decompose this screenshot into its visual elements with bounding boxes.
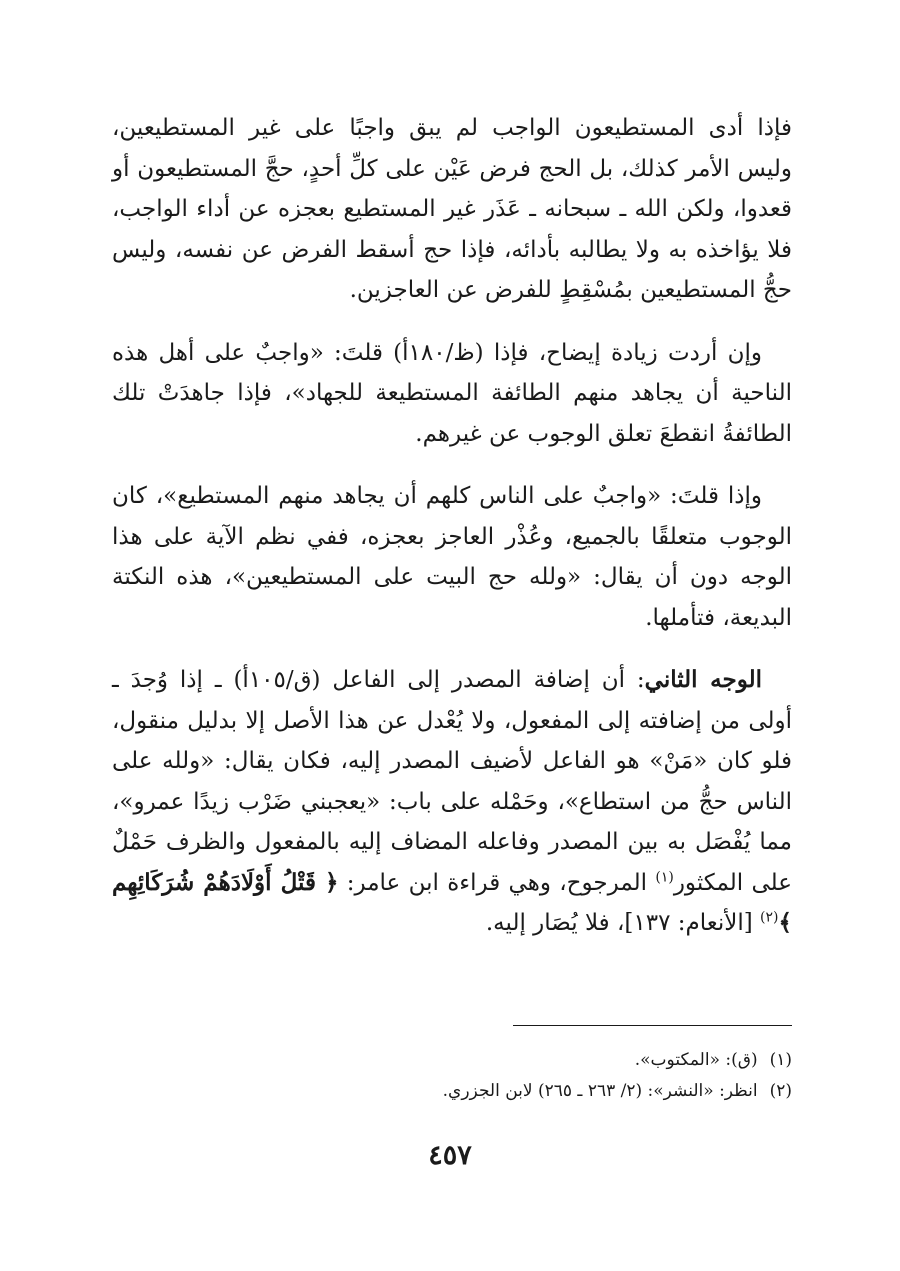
- page-number: ٤٥٧: [428, 1140, 472, 1171]
- footnote-text: انظر: «النشر»: (٢/ ٢٦٣ ـ ٢٦٥) لابن الجزري.: [442, 1081, 758, 1101]
- paragraph-4-part-2: المرجوح، وهي قراءة ابن عامر:: [338, 869, 656, 896]
- footnotes: [112, 1045, 792, 1107]
- footnote-text: (ق): «المكتوب».: [634, 1050, 758, 1070]
- paragraph-4-part-3: [الأنعام: ١٣٧]، فلا يُصَار إليه.: [485, 910, 761, 936]
- paragraph-4-part-1: : أن إضافة المصدر إلى الفاعل (ق/١٠٥أ) ـ إذا وُجدَ ـ أولى من إضافته إلى المفعول، ولا يُعْدل عن هذا الأصل إلا بدليل منقول، فلو كان «مَنْ» هو الفاعل لأضيف المصدر إليه، فكان يقال: «ولله على الناس حجُّ من استطاع»، وحَمْله على باب: «يعجبني ضَرْب زيدًا عمرو»، مما يُفْصَل به بين المصدر وفاعله المضاف إليه بالمفعول والظرف حَمْلٌ على المكثور: [112, 667, 792, 896]
- paragraph-1: فإذا أدى المستطيعون الواجب لم يبق واجبًا على غير المستطيعين، وليس الأمر كذلك، بل الحج فرض عَيْن على كلِّ أحدٍ، حجَّ المستطيعون أو قعدوا، ولكن الله ـ سبحانه ـ عَذَر غير المستطيع بعجزه عن أداء الواجب، فلا يؤاخذه به ولا يطالبه بأدائه، فإذا حج أسقط الفرض عن نفسه، وليس حجُّ المستطيعين بمُسْقِطٍ للفرض عن العاجزين.: [112, 115, 792, 303]
- footnote-number: (٢): [769, 1081, 792, 1101]
- footnote-number: (١): [769, 1050, 792, 1070]
- footnote-2: [112, 1076, 792, 1107]
- footnote-1: [112, 1045, 792, 1076]
- quran-verse: ﴿ قَتْلُ أَوْلَادَهُمْ شُرَكَائِهِم ﴾: [112, 868, 792, 936]
- paragraph-3: وإذا قلتَ: «واجبٌ على الناس كلهم أن يجاهد منهم المستطيع»، كان الوجوب متعلقًا بالجميع، وعُذْر العاجز بعجزه، ففي نظم الآية على هذا الوجه دون أن يقال: «ولله حج البيت على المستطيعين»، هذه النكتة البديعة، فتأملها.: [112, 483, 792, 631]
- footnote-ref-1[interactable]: (١): [655, 868, 674, 885]
- footnote-separator: [513, 1025, 792, 1026]
- paragraph-4: [112, 660, 792, 944]
- footnote-ref-2[interactable]: (٢): [760, 909, 779, 926]
- paragraph-2: وإن أردت زيادة إيضاح، فإذا (ظ/١٨٠أ) قلتَ: «واجبٌ على أهل هذه الناحية أن يجاهد منهم الطائفة المستطيعة للجهاد»، فإذا جاهدَتْ تلك الطائفةُ انقطعَ تعلق الوجوب عن غيرهم.: [112, 339, 792, 447]
- page-body: [112, 108, 792, 966]
- section-lead: الوجه الثاني: [644, 666, 762, 693]
